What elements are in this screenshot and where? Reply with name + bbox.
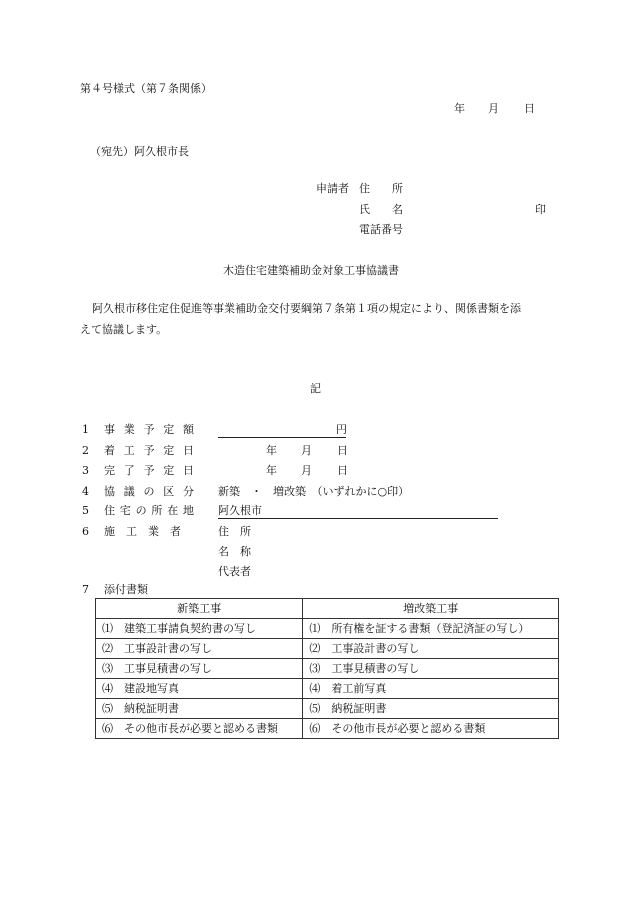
document-title: 木造住宅建築補助金対象工事協議書 — [223, 264, 399, 277]
item-label: 協議の区分 — [104, 485, 194, 498]
ki-mark: 記 — [310, 382, 321, 395]
item-number: 6 — [82, 525, 89, 538]
document-name: 建設地写真 — [124, 682, 179, 695]
row-number: ⑵ — [309, 642, 321, 655]
contractor-name-label: 名 称 — [218, 545, 251, 558]
category-options: 新築 ・ 増改築 （いずれかに○印） — [218, 485, 410, 498]
table-cell — [96, 679, 303, 699]
end-month: 月 — [301, 464, 312, 477]
attachments-table — [95, 598, 559, 739]
table-cell — [303, 679, 559, 699]
column-header-renovation: 増改築工事 — [303, 599, 559, 619]
document-name: 着工前写真 — [331, 682, 387, 695]
table-cell — [96, 619, 303, 639]
table-row — [96, 719, 559, 739]
addressee: （宛先）阿久根市長 — [90, 145, 189, 158]
table-row — [96, 639, 559, 659]
end-year: 年 — [266, 464, 277, 477]
table-cell — [303, 719, 559, 739]
table-row — [96, 679, 559, 699]
row-number: ⑷ — [309, 682, 321, 695]
seal-mark: 印 — [535, 203, 546, 216]
item-label: 事業予定額 — [104, 423, 194, 436]
phone-label: 電話番号 — [359, 223, 403, 236]
item-label: 住宅の所在地 — [104, 504, 194, 517]
table-row — [96, 659, 559, 679]
document-name: 工事見積書の写し — [124, 662, 212, 675]
row-number: ⑷ — [102, 682, 113, 695]
start-year: 年 — [266, 444, 277, 457]
table-header-row — [96, 599, 559, 619]
document-name: 建築工事請負契約書の写し — [124, 622, 256, 635]
document-name: 工事見積書の写し — [331, 662, 420, 675]
document-name: 所有権を証する書類（登記済証の写し） — [331, 622, 530, 635]
body-text-line1: 阿久根市移住定住促進等事業補助金交付要綱第７条第１項の規定により、関係書類を添 — [92, 302, 521, 315]
row-number: ⑸ — [309, 702, 321, 715]
name-label: 氏 名 — [359, 203, 403, 216]
item-number: 2 — [82, 444, 89, 457]
row-number: ⑴ — [309, 622, 321, 635]
yen-unit: 円 — [336, 423, 347, 436]
date-year: 年 — [454, 102, 465, 115]
table-row — [96, 699, 559, 719]
item-number: 4 — [82, 485, 89, 498]
form-number: 第４号様式（第７条関係） — [80, 82, 212, 95]
attachments-label: 添付書類 — [104, 583, 148, 596]
item-label: 完了予定日 — [104, 464, 194, 477]
row-number: ⑵ — [102, 642, 113, 655]
table-cell — [303, 639, 559, 659]
item-label: 着工予定日 — [104, 444, 194, 457]
column-header-new-construction: 新築工事 — [96, 599, 303, 619]
row-number: ⑸ — [102, 702, 113, 715]
end-day: 日 — [337, 464, 348, 477]
address-label: 住 所 — [359, 182, 403, 195]
table-cell — [303, 659, 559, 679]
row-number: ⑹ — [102, 722, 113, 735]
location-value: 阿久根市 — [218, 504, 262, 517]
table-cell — [303, 619, 559, 639]
start-month: 月 — [301, 444, 312, 457]
table-cell — [303, 699, 559, 719]
table-cell — [96, 659, 303, 679]
body-text-line2: えて協議します。 — [80, 323, 168, 336]
document-name: その他市長が必要と認める書類 — [331, 722, 486, 735]
document-name: 納税証明書 — [331, 702, 387, 715]
table-cell — [96, 719, 303, 739]
row-number: ⑹ — [309, 722, 321, 735]
item-number: 1 — [82, 423, 89, 436]
item-number: 7 — [82, 583, 89, 596]
document-name: その他市長が必要と認める書類 — [124, 722, 278, 735]
row-number: ⑴ — [102, 622, 113, 635]
table-row — [96, 619, 559, 639]
item-label: 施 工 業 者 — [104, 525, 181, 538]
date-month: 月 — [488, 102, 499, 115]
start-day: 日 — [337, 444, 348, 457]
table-cell — [96, 699, 303, 719]
document-name: 納税証明書 — [124, 702, 179, 715]
contractor-rep-label: 代表者 — [218, 565, 251, 578]
document-name: 工事設計書の写し — [124, 642, 212, 655]
budget-field[interactable] — [218, 423, 346, 438]
row-number: ⑶ — [102, 662, 113, 675]
item-number: 3 — [82, 464, 89, 477]
document-name: 工事設計書の写し — [331, 642, 420, 655]
date-day: 日 — [524, 102, 535, 115]
contractor-address-label: 住 所 — [218, 525, 251, 538]
table-cell — [96, 639, 303, 659]
applicant-label: 申請者 — [316, 182, 349, 195]
item-number: 5 — [82, 504, 89, 517]
row-number: ⑶ — [309, 662, 321, 675]
